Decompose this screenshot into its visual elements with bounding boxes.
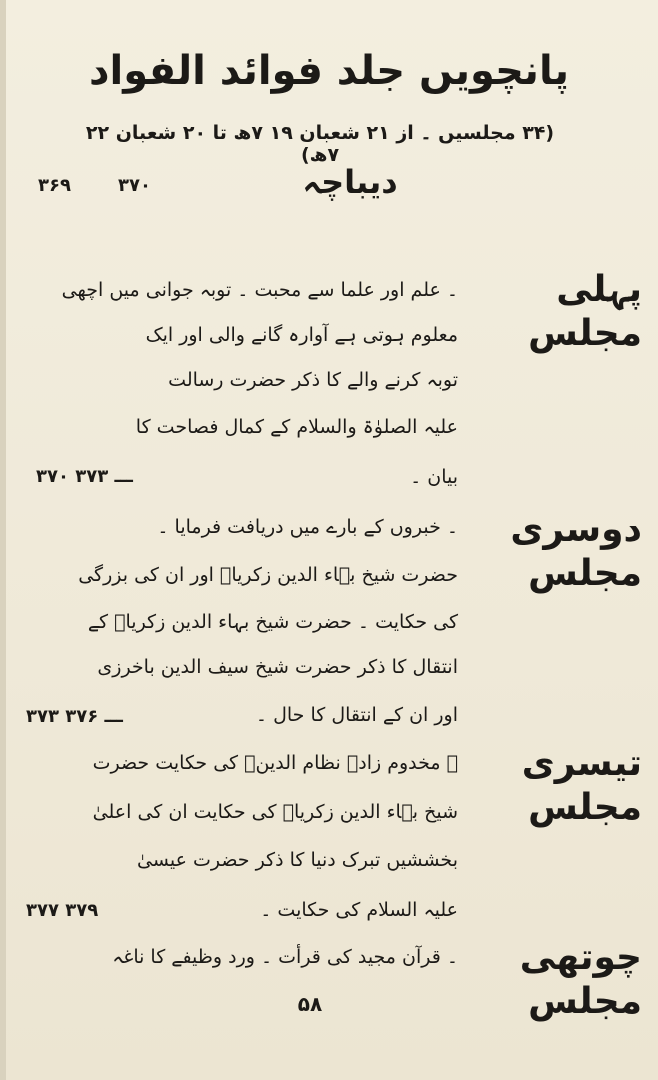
majlis-2-line-2: حضرت شیخ بہاء الدین زکریاؒ اور ان کی بزرگی: [78, 564, 458, 586]
majlis-3-line-2: شیخ بہاء الدین زکریاؒ کی حکایت ان کی اعلیٰ: [92, 801, 458, 823]
majlis-3-line-1: ۔ مخدوم زادہ نظام الدینؒ کی حکایت حضرت: [92, 752, 458, 774]
page-margin-shadow: [0, 0, 6, 1080]
page-subtitle: (۳۴ مجلسیں ۔ از ۲۱ شعبان ۱۹ ۷ھ تا ۲۰ شعبان ۲۲ ۷ھ): [85, 122, 555, 166]
majlis-2-pages: ۳۷۳ ـــ ۳۷۶: [26, 706, 123, 727]
majlis-1-line-5: بیان ۔: [410, 466, 458, 488]
page-number: ۵۸: [297, 992, 323, 1016]
majlis-4-line-1: ۔ قرآن مجید کی قرأت ۔ ورد وظیفے کا ناغہ: [112, 946, 458, 968]
majlis-1-line-2: معلوم ہوتی ہے آوارہ گانے والی اور ایک: [145, 324, 458, 346]
majlis-1-line-1: ۔ علم اور علما سے محبت ۔ توبہ جوانی میں اچھی: [61, 279, 458, 301]
majlis-3-heading: تیسری مجلس: [521, 743, 642, 828]
majlis-1-pages: ۳۷۰ ـــ ۳۷۳: [36, 466, 133, 487]
majlis-2-line-5: اور ان کے انتقال کا حال ۔: [255, 704, 458, 726]
majlis-2-line-3: کی حکایت ۔ حضرت شیخ بہاء الدین زکریاؒ کے: [87, 611, 458, 633]
preface-page-b: ۳۷۰: [118, 175, 151, 196]
majlis-1-line-4: علیہ الصلوٰۃ والسلام کے کمال فصاحت کا: [135, 416, 458, 438]
majlis-4-heading: چوتھی مجلس: [519, 937, 642, 1022]
page-title: پانچویں جلد فوائد الفواد: [89, 48, 569, 94]
majlis-2-line-4: انتقال کا ذکر حضرت شیخ سیف الدین باخرزی: [97, 656, 458, 678]
preface-page-a: ۳۶۹: [38, 175, 71, 196]
majlis-1-heading: پہلی مجلس: [528, 269, 642, 354]
majlis-2-heading: دوسری مجلس: [510, 509, 642, 594]
majlis-1-line-3: توبہ کرنے والے کا ذکر حضرت رسالت: [168, 369, 458, 391]
majlis-3-line-4: علیہ السلام کی حکایت ۔: [260, 899, 458, 921]
preface-row: [0, 163, 658, 213]
majlis-3-line-3: بخششیں تبرک دنیا کا ذکر حضرت عیسیٰ: [137, 849, 458, 871]
majlis-2-line-1: ۔ خبروں کے بارے میں دریافت فرمایا ۔: [157, 516, 458, 538]
majlis-3-pages: ۳۷۷ ۳۷۹: [26, 900, 99, 921]
preface-heading: دیباچہ: [302, 163, 398, 201]
